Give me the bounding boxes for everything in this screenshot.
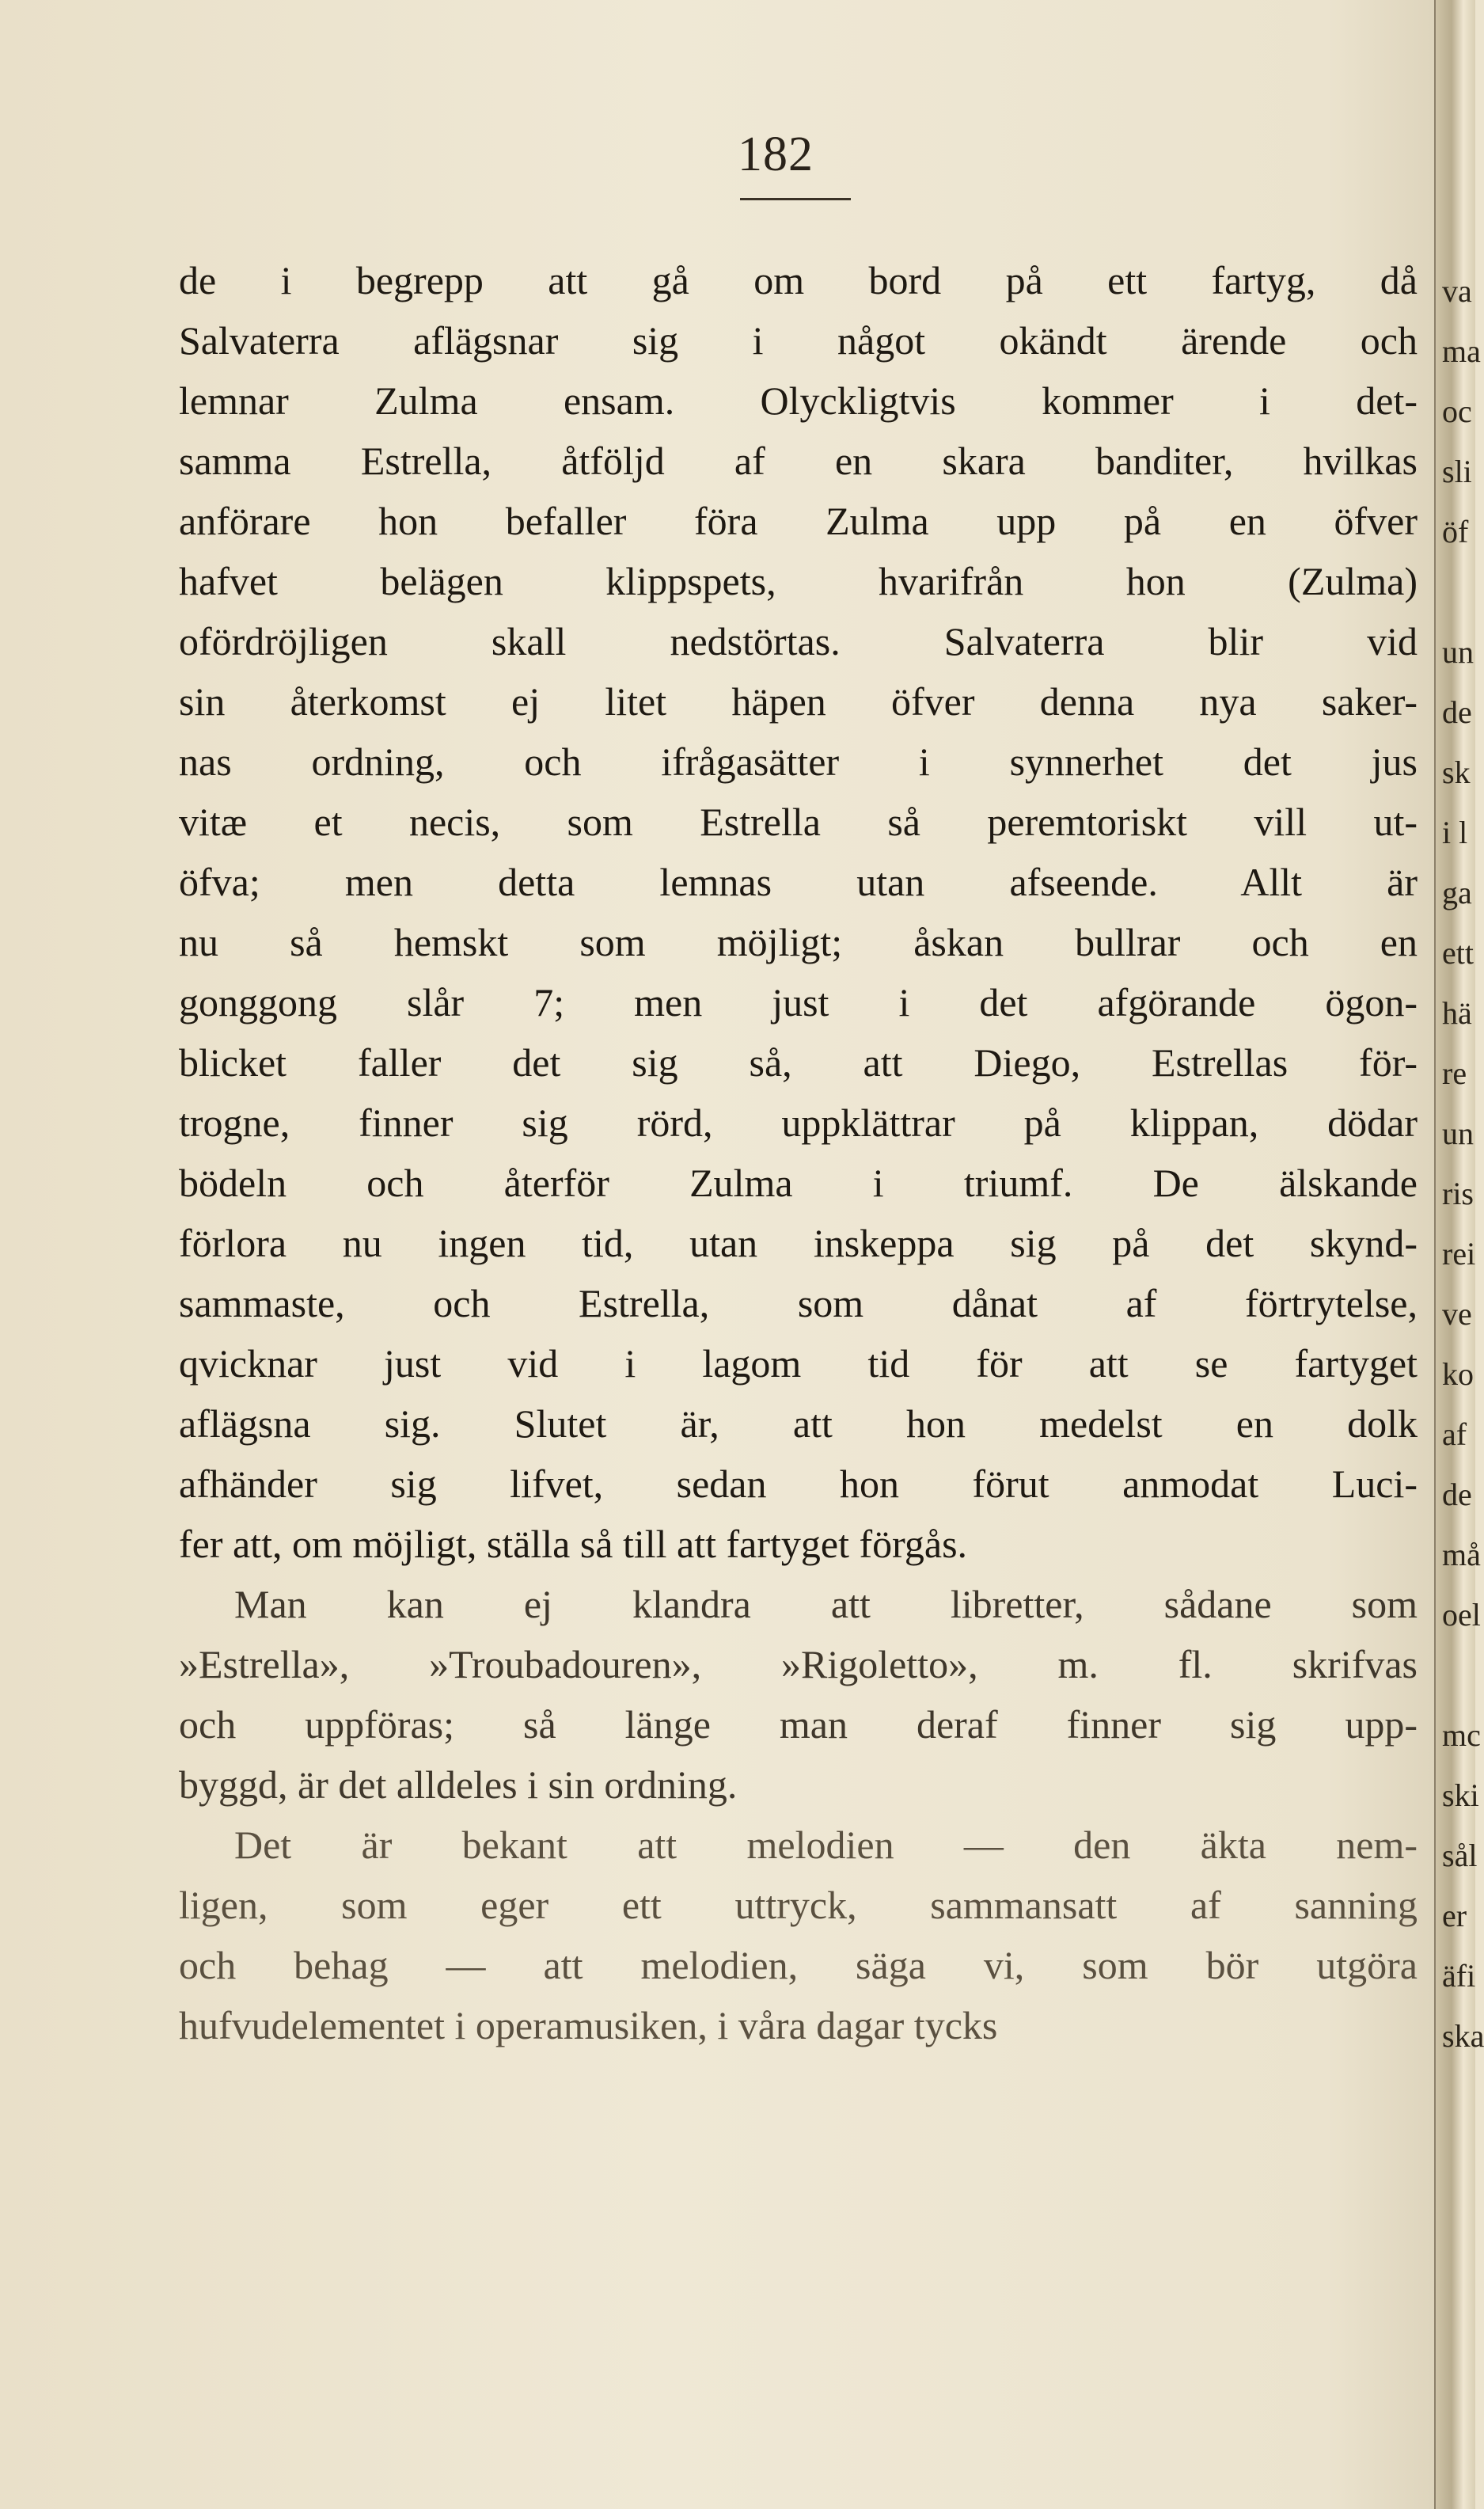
- text-line: »Estrella», »Troubadouren», »Rigoletto», m. fl. skrifvas: [179, 1642, 1418, 1686]
- text-line: Salvaterra aflägsnar sig i något okändt ärende och: [179, 318, 1418, 363]
- adjacent-page-fragment: er: [1442, 1898, 1467, 1933]
- adjacent-page-fragment: rei: [1442, 1236, 1476, 1272]
- text-line: och uppföras; så länge man deraf finner sig upp-: [179, 1702, 1418, 1747]
- text-line: nu så hemskt som möjligt; åskan bullrar och en: [179, 920, 1418, 964]
- text-line: de i begrepp att gå om bord på ett fartyg, då: [179, 258, 1418, 302]
- adjacent-page-fragment: ve: [1442, 1296, 1472, 1332]
- adjacent-page-fragment: oc: [1442, 393, 1472, 429]
- text-line: nas ordning, och ifrågasätter i synnerhet det jus: [179, 739, 1418, 784]
- paragraph: [179, 1574, 1418, 1815]
- text-line: aflägsna sig. Slutet är, att hon medelst en dolk: [179, 1401, 1418, 1446]
- text-line: förlora nu ingen tid, utan inskeppa sig på det skynd-: [179, 1221, 1418, 1265]
- adjacent-page-fragment: ett: [1442, 935, 1474, 971]
- paragraph: [179, 250, 1418, 1574]
- adjacent-page-fragment: i l: [1442, 815, 1468, 850]
- text-line: sin återkomst ej litet häpen öfver denna nya saker-: [179, 679, 1418, 724]
- adjacent-page-fragment: oel: [1442, 1597, 1481, 1633]
- page-number-rule: [740, 198, 851, 200]
- adjacent-page-fragment: [1442, 1645, 1474, 1705]
- adjacent-page-fragment: ga: [1442, 875, 1472, 910]
- text-line: hafvet belägen klippspets, hvarifrån hon (Zulma): [179, 559, 1418, 603]
- adjacent-page-fragment: re: [1442, 1055, 1467, 1091]
- adjacent-page-fragment: må: [1442, 1537, 1481, 1572]
- text-line: afhänder sig lifvet, sedan hon förut anmodat Luci-: [179, 1462, 1418, 1506]
- text-line: sammaste, och Estrella, som dånat af förtrytelse,: [179, 1281, 1418, 1325]
- body-text: [179, 250, 1418, 2055]
- adjacent-page-fragment: sli: [1442, 454, 1472, 489]
- adjacent-page-fragment: öf: [1442, 514, 1469, 549]
- adjacent-page-fragment: de: [1442, 1477, 1472, 1512]
- text-line: lemnar Zulma ensam. Olyckligtvis kommer i det-: [179, 378, 1418, 423]
- text-line: trogne, finner sig rörd, uppklättrar på klippan, dödar: [179, 1101, 1418, 1145]
- adjacent-page-fragment: äfi: [1442, 1958, 1476, 1994]
- text-line: ligen, som eger ett uttryck, sammansatt af sanning: [179, 1883, 1418, 1927]
- text-line: Det är bekant att melodien — den äkta nem-: [234, 1823, 1418, 1867]
- adjacent-page-fragment: [1442, 562, 1474, 622]
- adjacent-page-fragment: sål: [1442, 1838, 1478, 1873]
- adjacent-page-fragment: de: [1442, 694, 1472, 730]
- text-line: anförare hon befaller föra Zulma upp på en öfver: [179, 499, 1418, 543]
- adjacent-page-fragment: ris: [1442, 1176, 1474, 1211]
- text-line: hufvudelementet i operamusiken, i våra dagar tycks: [179, 2003, 998, 2047]
- adjacent-page-fragment: ska: [1442, 2018, 1484, 2054]
- text-line: blicket faller det sig så, att Diego, Estrellas för-: [179, 1040, 1418, 1085]
- text-line: qvicknar just vid i lagom tid för att se fartyget: [179, 1341, 1418, 1386]
- text-line: samma Estrella, åtföljd af en skara banditer, hvilkas: [179, 439, 1418, 483]
- page-number: 182: [738, 127, 814, 181]
- text-line: Man kan ej klandra att libretter, sådane som: [234, 1582, 1418, 1626]
- text-line: bödeln och återför Zulma i triumf. De älskande: [179, 1161, 1418, 1205]
- text-line: vitæ et necis, som Estrella så peremtoriskt vill ut-: [179, 800, 1418, 844]
- adjacent-page-fragment: un: [1442, 634, 1474, 670]
- adjacent-page-fragment: af: [1442, 1416, 1467, 1452]
- text-line: och behag — att melodien, säga vi, som bör utgöra: [179, 1943, 1418, 1987]
- text-line: gonggong slår 7; men just i det afgörande ögon-: [179, 980, 1418, 1025]
- adjacent-page-fragment: un: [1442, 1116, 1474, 1151]
- adjacent-page-fragment: ski: [1442, 1777, 1479, 1813]
- text-line: öfva; men detta lemnas utan afseende. Allt är: [179, 860, 1418, 904]
- adjacent-page-fragment: hä: [1442, 995, 1472, 1031]
- adjacent-page-fragment: ma: [1442, 333, 1481, 369]
- paragraph: [179, 1815, 1418, 2055]
- adjacent-page-fragment: ko: [1442, 1356, 1474, 1392]
- adjacent-page-fragment: mc: [1442, 1717, 1481, 1753]
- adjacent-page-fragment: va: [1442, 273, 1472, 309]
- adjacent-page-fragment: sk: [1442, 755, 1471, 790]
- adjacent-page-fragments: [1442, 261, 1484, 2066]
- text-line: byggd, är det alldeles i sin ordning.: [179, 1762, 738, 1807]
- text-line: fer att, om möjligt, ställa så till att fartyget förgås.: [179, 1522, 968, 1566]
- text-line: ofördröjligen skall nedstörtas. Salvaterra blir vid: [179, 619, 1418, 663]
